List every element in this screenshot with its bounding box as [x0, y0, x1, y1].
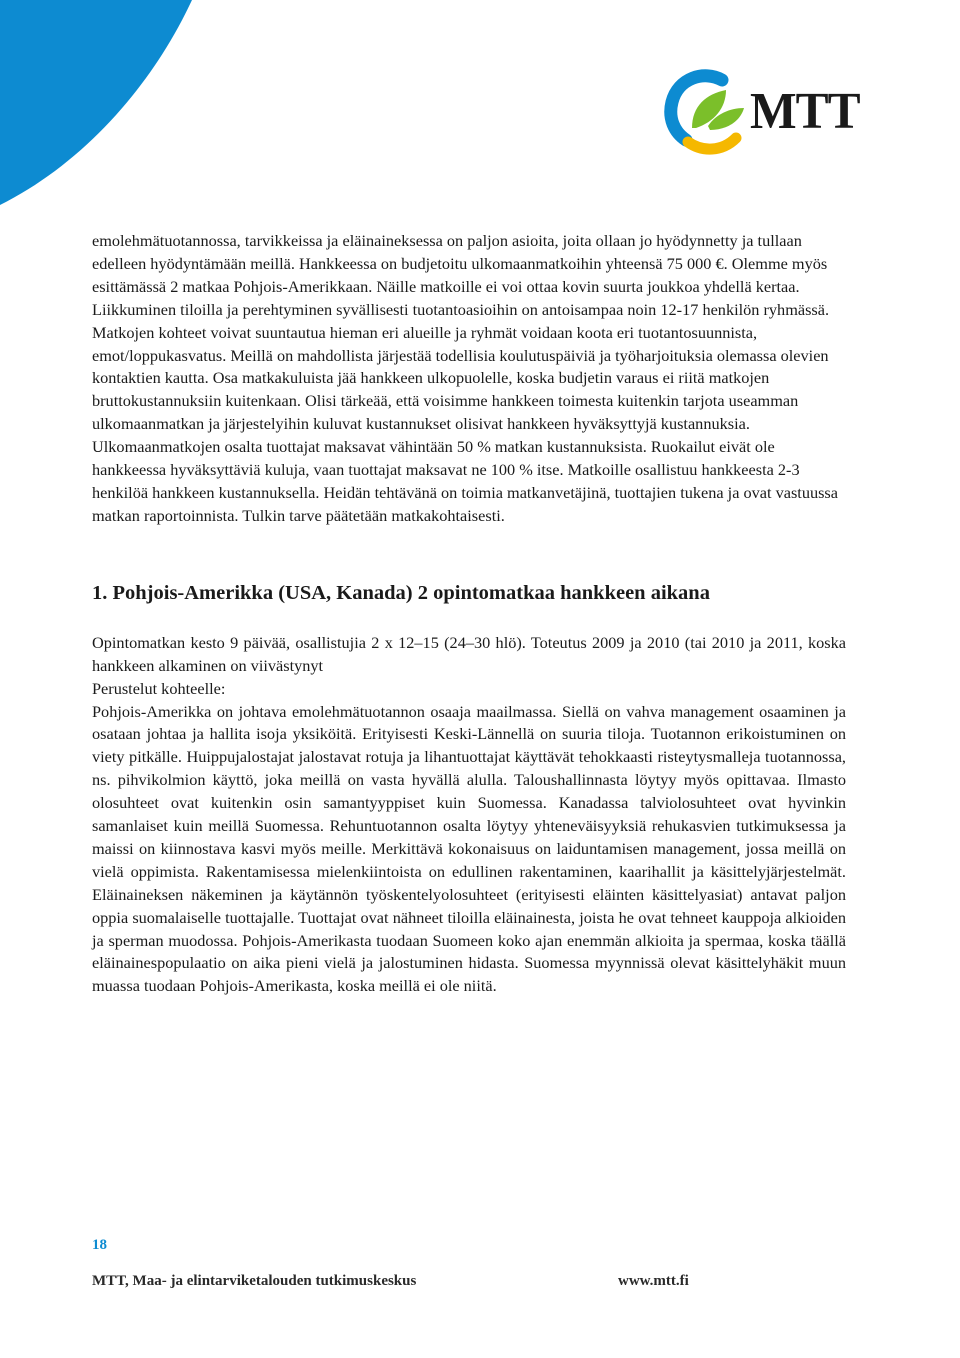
footer-website-link[interactable]: www.mtt.fi: [618, 1273, 689, 1289]
footer-organization: MTT, Maa- ja elintarviketalouden tutkimuskeskus: [92, 1273, 417, 1289]
document-body: [92, 230, 846, 998]
logo-mark-icon: [664, 66, 750, 160]
intro-paragraph: emolehmätuotannossa, tarvikkeissa ja eläinaineksessa on paljon asioita, joita ollaan jo hyödynnetty ja tullaan edelleen hyödyntämään meillä. Hankkeessa on budjetoitu ulkomaanmatkoihin yhteensä 75 000 €. Olemme myös esittämässä 2 matkaa Pohjois-Amerikkaan. Näille matkoille ei voi ottaa kovin suurta joukkoa yhdellä kertaa. Liikkuminen tiloilla ja perehtyminen syvällisesti tuotantoasioihin on antoisampaa noin 12-17 henkilön ryhmässä. Matkojen kohteet voivat suuntautua hieman eri alueille ja ryhmät voidaan koota eri tuotantosuunnista, emot/loppukasvatus. Meillä on mahdollista järjestää todellisia koulutuspäiviä ja työharjoituksia olemassa olevien kontaktien kautta. Osa matkakuluista jää hankkeen ulkopuolelle, koska budjetin varaus ei riitä matkojen bruttokustannuksiin kuitenkaan. Olisi tärkeää, että voisimme hankkeen toimesta kuitenkin tarjota useamman ulkomaanmatkan ja järjestelyihin kuluvat kustannukset olisivat hankkeen hyväksyttyjä kustannuksia. Ulkomaanmatkojen osalta tuottajat maksavat vähintään 50 % matkan kustannuksista. Ruokailut eivät ole hankkeessa hyväksyttäviä kuluja, vaan tuottajat maksavat ne 100 % itse. Matkoille osallistuu hankkeesta 2-3 henkilöä hankkeen kustannuksella. Heidän tehtävänä on toimia matkanvetäjinä, tuottajien tukena ja ovat vastuussa matkan raportoinnista. Tulkin tarve päätetään matkakohtaisesti.: [92, 231, 838, 525]
section-body: [92, 632, 846, 999]
logo-wordmark: MTT: [750, 83, 860, 140]
rationale-paragraph: Pohjois-Amerikka on johtava emolehmätuotannon osaaja maailmassa. Siellä on vahva management osaaminen ja osataan johtaa ja hallita isoja yksiköitä. Erityisesti Keski-Lännellä on suuria tiloja. Tuotannon erikoistuminen on viety pitkälle. Huippujalostajat jalostavat rotuja ja lihantuottajat käyttävät tehokkaasti risteytysmalleja tuotannossa, ns. pihvikolmion käyttö, joka meillä on vasta hyvällä alulla. Taloushallinnasta löytyy myös opittavaa. Ilmasto olosuhteet ovat kuitenkin osin samantyyppiset kuin Suomessa. Kanadassa talviolosuhteet ovat hyvinkin samanlaiset kuin meillä Suomessa. Rehuntuotannon osalta löytyy yhteneväisyyksiä rehukasvien tutkimuksessa ja maissi on kiinnostava kasvi myös meille. Merkittävä kokonaisuus on laiduntamisen management, jossa meillä on vielä oppimista. Rakentamisessa mielenkiintoista on edullinen rakentaminen, kaarihallit ja käsittelyjärjestelmät. Eläinaineksen näkeminen ja käytännön työskentelyolosuhteet (erityisesti eläinten käsittelyasiat) antavat paljon oppia suomalaiselle tuottajalle. Tuottajat ovat nähneet tiloilla eläinainesta, joista he ovat tehneet kauppoja alkioiden ja sperman muodossa. Pohjois-Amerikasta tuodaan Suomeen koko ajan enemmän alkioita ja spermaa, koska täällä eläinainespopulaatio on aika pieni vielä ja jalostuminen hidasta. Suomessa myynnissä olevat käsittelyhäkit muun muassa tuodaan Pohjois-Amerikasta, koska meillä ei ole niitä.: [92, 701, 846, 996]
corner-swoosh-decoration: [0, 0, 310, 240]
mtt-logo: [664, 66, 864, 160]
section-heading: 1. Pohjois-Amerikka (USA, Kanada) 2 opintomatkaa hankkeen aikana: [92, 581, 710, 604]
duration-paragraph: Opintomatkan kesto 9 päivää, osallistujia 2 x 12–15 (24–30 hlö). Toteutus 2009 ja 2010 (tai 2010 ja 2011, koska hankkeen alkaminen on viivästynyt: [92, 632, 846, 675]
rationale-label: Perustelut kohteelle:: [92, 678, 226, 698]
page-number: 18: [92, 1237, 107, 1253]
